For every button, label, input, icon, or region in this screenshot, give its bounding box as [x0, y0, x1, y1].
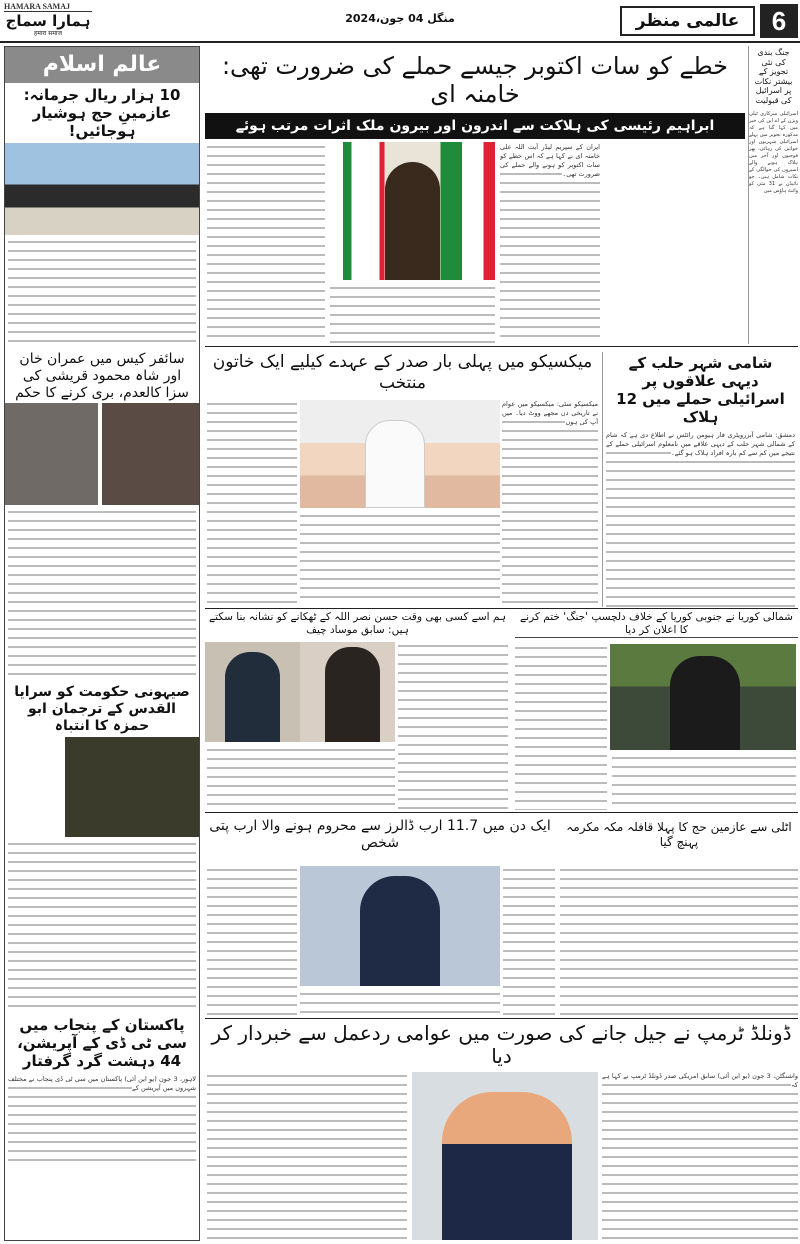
- page-number: 6: [760, 4, 798, 38]
- punjab-story-text: [8, 1075, 196, 1165]
- masthead: [0, 0, 800, 43]
- kaaba-photo: [5, 143, 199, 235]
- mexico-body: میکسیکو سٹی: میکسیکو میں عوام نے تاریخی دن مجھے ووٹ دیا۔ میں آپ کی ہوں: [502, 400, 598, 426]
- ceasefire-text: [749, 111, 798, 331]
- korea-text-bottom: [612, 754, 796, 810]
- ceasefire-body: اسرائیلی سرکاری ٹیلی ویژن کے اے این کی خبر میں کہا گیا ہے کہ مذکورہ تجویز میں پہلے اسرائیلی شہریوں اور خواتین کی رہائی، پھر فوجیوں اور آخر میں ہلاک ہونے والے اسیروں کی حوالگی کے نکات شامل ہیں۔ جو بائیڈن نے 31 مئی کو وائٹ ہاؤس میں: [749, 110, 798, 194]
- ceasefire-column: [748, 46, 798, 344]
- italy-text: [560, 866, 798, 1016]
- punjab-story-lead: لاہور، 3 جون (یو این آئی) پاکستان میں سی ٹی ڈی پنجاب نے مختلف شہروں میں آپریشن کے: [8, 1074, 196, 1092]
- yossi-cohen-figure: [225, 652, 280, 742]
- lead-subheadline: ابراہیم رئیسی کی ہلاکت سے اندرون اور بیرون ملک اثرات مرتب ہوئے: [205, 113, 745, 139]
- logo-english: HAMARA SAMAJ: [4, 2, 92, 12]
- divider: [205, 812, 798, 813]
- nasrallah-text: [398, 642, 508, 810]
- kim-jong-un-photo: [610, 644, 796, 750]
- hajj-fine-headline: 10 ہزار ریال جرمانہ: عازمینِ حج ہوشیار ہوجائیں!: [23, 86, 181, 140]
- nasrallah-figure: [325, 647, 380, 742]
- imran-khan-cypher-headline: سائفر کیس میں عمران خان اور شاہ محمود قریشی کی سزا کالعدم، بری کرنے کا حکم: [15, 351, 189, 401]
- kim-figure: [670, 656, 740, 750]
- mexico-headline: میکسیکو میں پہلی بار صدر کے عہدے کیلیے ایک خاتون منتخب: [212, 352, 593, 393]
- billionaire-text-right: [503, 866, 555, 1016]
- logo-urdu: ہمارا سماج: [5, 12, 91, 30]
- trump-figure: [442, 1092, 572, 1240]
- alam-e-islam-banner: عالم اسلام: [5, 47, 199, 83]
- trump-text-left: [207, 1072, 407, 1240]
- left-column: [4, 46, 200, 1241]
- mexico-text-bottom: [300, 512, 500, 605]
- lead-story-text-right: [500, 143, 600, 343]
- lead-headline: خطے کو سات اکتوبر جیسے حملے کی ضرورت تھی: خامنہ ای: [221, 52, 729, 108]
- issue-date: منگل 04 جون،2024: [345, 12, 455, 25]
- italy-hajj-headline: اٹلی سے عازمین حج کا پہلا قافلہ مکہ مکرمہ پہنچ گیا: [566, 820, 792, 849]
- trump-text-right: [602, 1072, 798, 1240]
- trump-body: واشنگٹن، 3 جون (یو این آئی) سابق امریکی صدر ڈونلڈ ٹرمپ نے کہا ہے کہ: [602, 1072, 798, 1089]
- cypher-story-text: [8, 508, 196, 679]
- sheinbaum-photo: [300, 400, 500, 508]
- ceasefire-headline: جنگ بندی کی نئی تجویز کے بیشتر نکات پر اسرائیل کی قبولیت: [754, 48, 793, 105]
- lead-body: ایران کے سپریم لیڈر آیت اللہ علی خامنہ ای نے کہا ہے کہ اس خطے کو سات اکتوبر کو ہونے والے حملے کی ضرورت تھی۔: [500, 143, 600, 178]
- divider: [205, 1018, 798, 1019]
- lead-story-text-mid: [330, 284, 495, 344]
- punjab-ctd-headline: پاکستان کے پنجاب میں سی ٹی ڈی کے آپریشن، 44 دہشت گرد گرفتار: [17, 1015, 187, 1070]
- billionaire-text-left: [207, 866, 297, 1016]
- saraya-story-text: [8, 840, 196, 1011]
- billionaire-text-bottom: [300, 990, 500, 1016]
- dell-figure: [360, 876, 440, 986]
- abu-hamza-photo: [65, 737, 199, 837]
- lead-story-text-left: [207, 143, 325, 343]
- logo: [4, 2, 92, 39]
- mexico-text-right: [502, 400, 598, 605]
- nasrallah-text-bottom: [207, 746, 395, 810]
- nasrallah-headline: ہم اسے کسی بھی وقت حسن نصر اللہ کے ٹھکانے کو نشانہ بنا سکتے ہیں: سابق موساد چیف: [208, 611, 507, 636]
- divider: [205, 608, 798, 609]
- syria-body: دمشق: شامی آبزرویٹری فار ہیومن رائٹس نے اطلاع دی ہے کہ شام کے شمالی شہر حلب کے دیہی علاقے میں نامعلوم اسرائیلی حملے کے نتیجے میں کم سے کم بارہ افراد ہلاک ہو گئے۔: [606, 431, 795, 457]
- logo-hindi: हमारा समाज: [34, 30, 62, 37]
- trump-headline: ڈونلڈ ٹرمپ نے جیل جانے کی صورت میں عوامی ردعمل سے خبردار کر دیا: [211, 1021, 792, 1068]
- khamenei-photo: [330, 142, 495, 280]
- michael-dell-photo: [300, 866, 500, 986]
- imran-qureshi-photo: [5, 403, 199, 505]
- divider: [205, 346, 798, 347]
- syria-headline: شامی شہر حلب کے دیہی علاقوں پر اسرائیلی حملے میں 12 ہلاک: [616, 354, 785, 426]
- hajj-story-text: [8, 238, 196, 346]
- mexico-text-left: [207, 400, 297, 605]
- syria-story: [602, 352, 798, 607]
- nasrallah-photo: [205, 642, 395, 742]
- trump-photo: [412, 1072, 598, 1240]
- syria-text: [606, 431, 795, 607]
- section-title: عالمی منظر: [620, 6, 755, 36]
- north-korea-headline: شمالی کوریا نے جنوبی کوریا کے خلاف دلچسپ 'جنگ' ختم کرنے کا اعلان کر دیا: [515, 611, 798, 638]
- khamenei-figure: [385, 162, 440, 280]
- billionaire-headline: ایک دن میں 11.7 ارب ڈالرز سے محروم ہونے والا ارب پتی شخص: [209, 818, 551, 851]
- sheinbaum-figure: [365, 420, 425, 508]
- saraya-al-quds-headline: صیہونی حکومت کو سرایا القدس کے ترجمان ابو حمزہ کا انتباہ: [14, 684, 190, 734]
- korea-text: [515, 644, 607, 810]
